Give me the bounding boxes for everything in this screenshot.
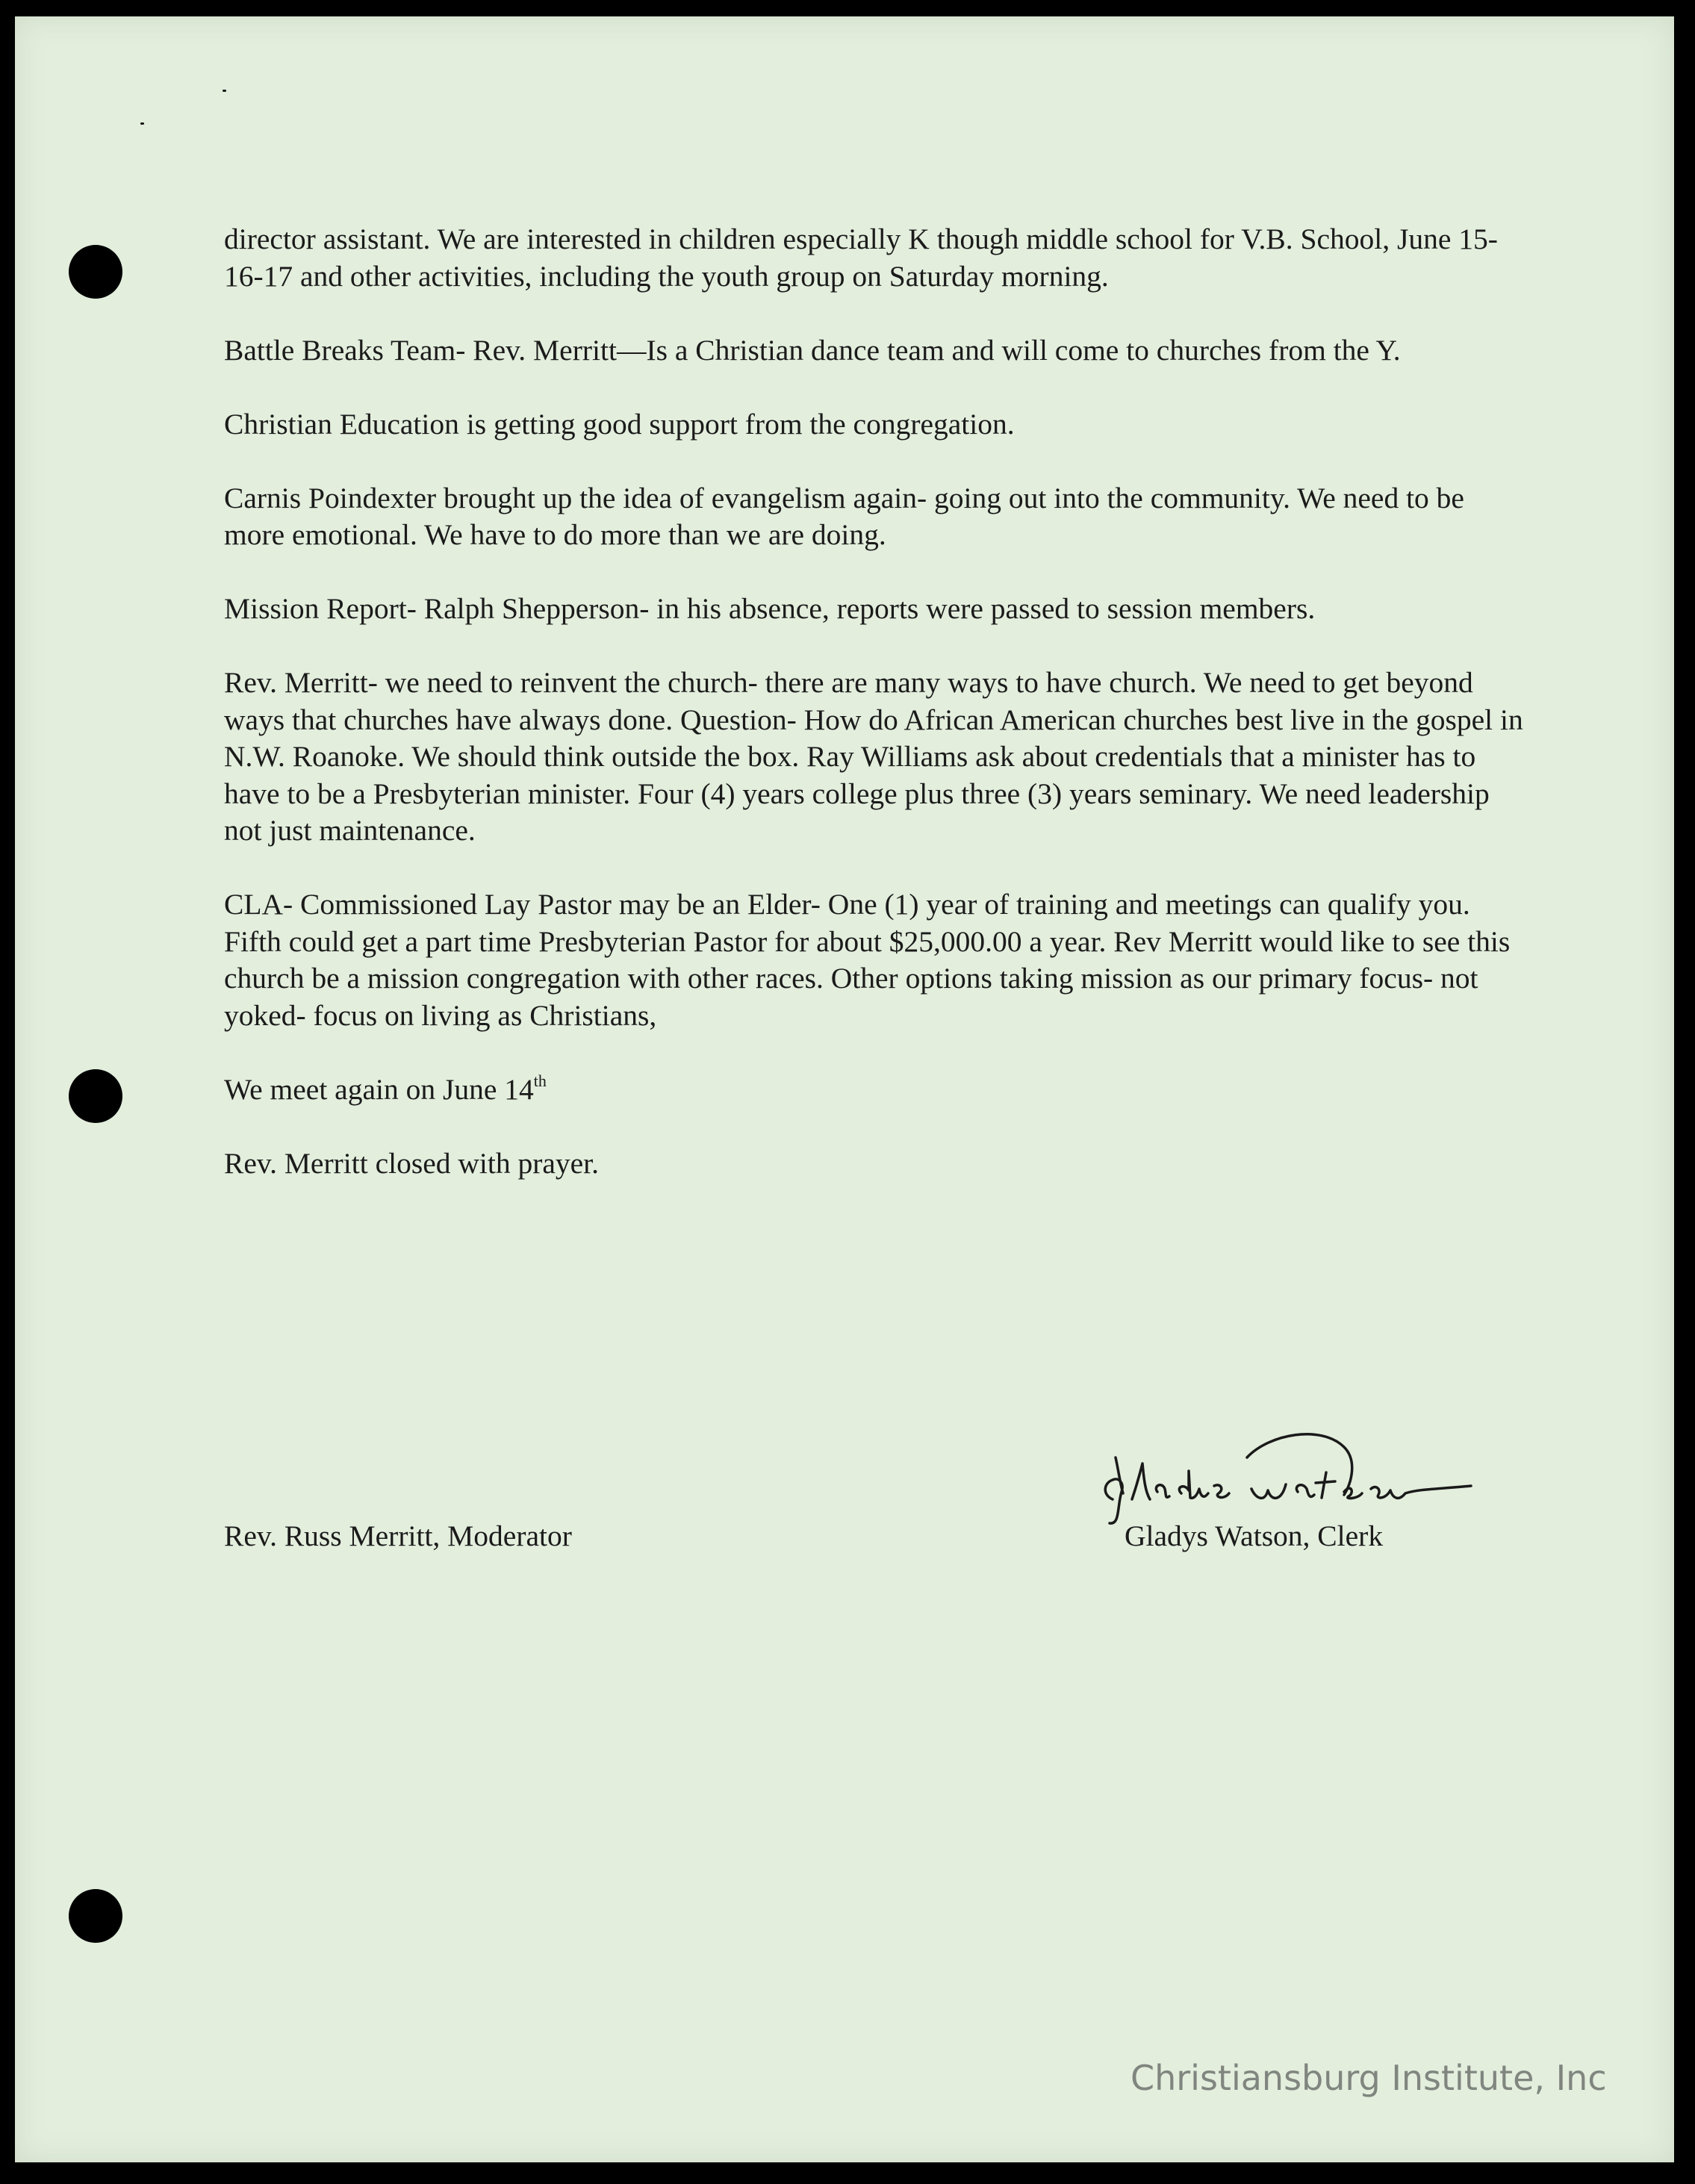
paragraph-cla: CLA- Commissioned Lay Pastor may be an Elder- One (1) year of training and meetings can qualify you. Fifth could get a part time Presbyterian Pastor for about $25,000.00 a year. Rev Merritt would like to see this church be a mission congregation with other races. Other options taking mission as our primary focus- not yoked- focus on living as Christians,: [224, 888, 1511, 1032]
minutes-body: [224, 221, 1523, 1219]
moderator-line: Rev. Russ Merritt, Moderator: [224, 1519, 572, 1552]
paragraph-evangelism: Carnis Poindexter brought up the idea of evangelism again- going out into the community. We need to be more emotional. We have to do more than we are doing.: [224, 481, 1464, 551]
closing-line: Rev. Merritt closed with prayer.: [224, 1146, 600, 1180]
next-meeting-text: We meet again on June 14: [224, 1072, 534, 1106]
next-meeting: [224, 1071, 1523, 1109]
paragraph-mission-report: Mission Report- Ralph Shepperson- in his absence, reports were passed to session members.: [224, 592, 1316, 625]
paragraph-reinvent-church: Rev. Merritt- we need to reinvent the church- there are many ways to have church. We need to get beyond ways that churches have always done. Question- How do African American churches best live in the gospel in N.W. Roanoke. We should think outside the box. Ray Williams ask about credentials that a minister has to have to be a Presbyterian minister. Four (4) years college plus three (3) years seminary. We need leadership not just maintenance.: [224, 666, 1523, 847]
paragraph-christian-education: Christian Education is getting good support from the congregation.: [224, 407, 1015, 441]
archive-watermark: Christiansburg Institute, Inc: [1130, 2058, 1607, 2098]
next-meeting-suffix: th: [533, 1071, 547, 1091]
punch-hole-bottom: [69, 1889, 122, 1943]
handwritten-signature: [1098, 1411, 1546, 1531]
punch-hole-top: [69, 245, 122, 299]
clerk-line: Gladys Watson, Clerk: [1125, 1519, 1384, 1552]
punch-hole-middle: [69, 1069, 122, 1123]
paragraph-battle-breaks: Battle Breaks Team- Rev. Merritt—Is a Christian dance team and will come to churches from the Y.: [224, 333, 1401, 367]
paragraph-vbs: director assistant. We are interested in children especially K though middle school for V.B. School, June 15-16-17 and other activities, including the youth group on Saturday morning.: [224, 223, 1498, 293]
paper-speck: [140, 122, 144, 125]
paper-speck: [223, 90, 226, 92]
